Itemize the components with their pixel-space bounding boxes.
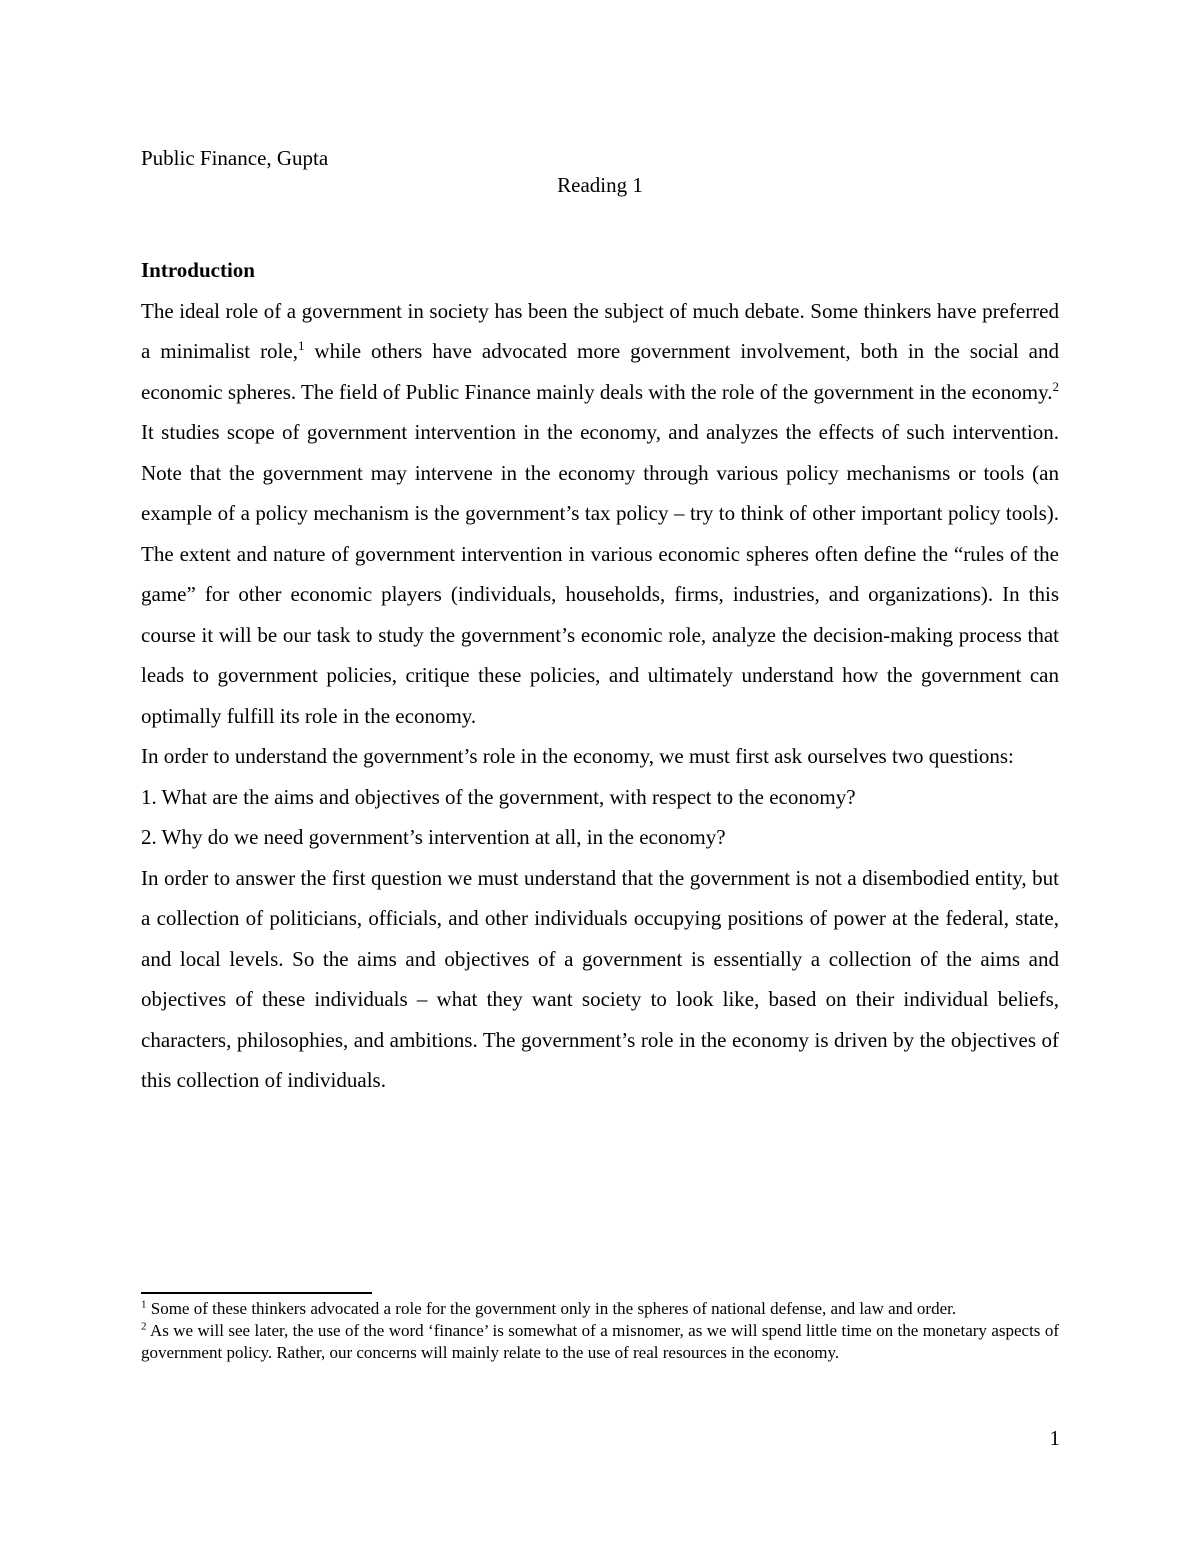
footnote-separator [141,1292,372,1294]
footnotes [141,1298,1059,1364]
footnote-text: Some of these thinkers advocated a role for the government only in the spheres of national defense, and law and order. [146,1299,957,1318]
document-body [141,250,1059,1101]
footnote-reference-2[interactable]: 2 [1052,378,1059,394]
paragraph-text: while others have advocated more government involvement, both in the social and economic spheres. The field of Public Finance mainly deals with the role of the government in the economy. [141,339,1059,404]
footnote-2 [141,1320,1059,1364]
course-header: Public Finance, Gupta [141,146,329,170]
paragraph-text: The ideal role of a government in society has been the subject of much debate. Some thinkers have preferred a minimalist role, [141,298,1059,363]
paragraph-questions-intro: In order to understand the government’s role in the economy, we must first ask ourselves two questions: [141,744,1014,768]
question-2: 2. Why do we need government’s intervention at all, in the economy? [141,825,726,849]
footnote-text: As we will see later, the use of the word ‘finance’ is somewhat of a misnomer, as we will spend little time on the monetary aspects of government policy. Rather, our concerns will mainly relate to the use of real resources in the economy. [141,1321,1059,1362]
reading-title: Reading 1 [557,173,643,197]
footnote-1 [141,1298,1059,1320]
paragraph-answer: In order to answer the first question we must understand that the government is not a disembodied entity, but a collection of politicians, officials, and other individuals occupying positions of power at the federal, state, and local levels. So the aims and objectives of a government is essentially a collection of the aims and objectives of these individuals – what they want society to look like, based on their individual beliefs, characters, philosophies, and ambitions. The government’s role in the economy is driven by the objectives of this collection of individuals. [141,865,1059,1092]
section-heading: Introduction [141,258,255,282]
page-number: 1 [1049,1426,1060,1450]
paragraph-text: It studies scope of government intervention in the economy, and analyzes the effects of such intervention. Note that the government may intervene in the economy through various policy mechanisms or tools (an example of a policy mechanism is the government’s tax policy – try to think of other important policy tools). The extent and nature of government intervention in various economic spheres often define the “rules of the game” for other economic players (individuals, households, firms, industries, and organizations). In this course it will be our task to study the government’s economic role, analyze the decision-making process that leads to government policies, critique these policies, and ultimately understand how the government can optimally fulfill its role in the economy. [141,420,1059,728]
paragraph-intro [141,291,1059,737]
footnote-marker: 1 [141,1298,147,1311]
question-1: 1. What are the aims and objectives of the government, with respect to the economy? [141,784,856,809]
footnote-reference-1[interactable]: 1 [297,338,305,353]
footnote-marker: 2 [141,1320,147,1333]
